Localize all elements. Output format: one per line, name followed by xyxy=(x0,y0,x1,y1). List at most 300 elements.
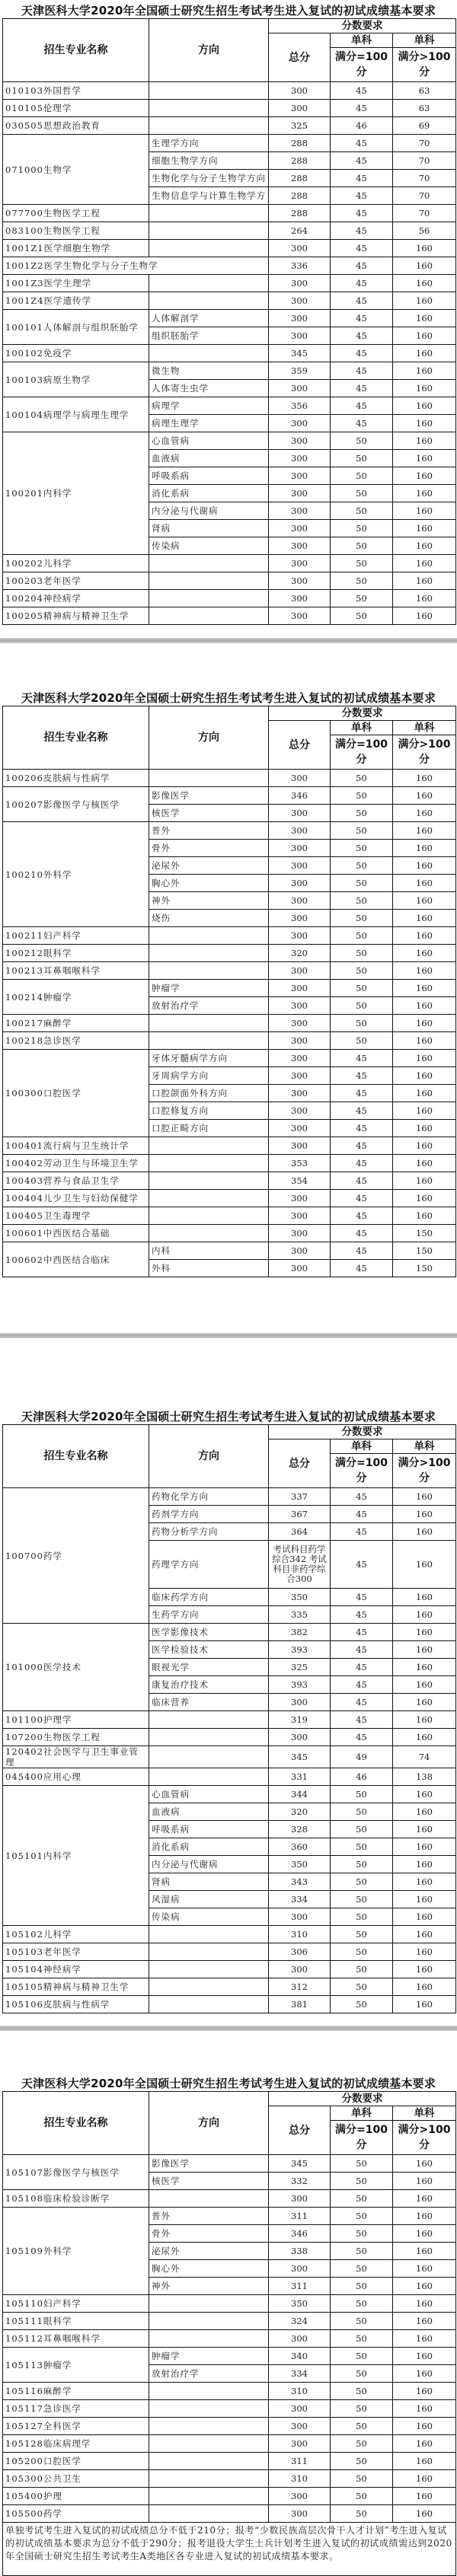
table-row xyxy=(3,2208,456,2225)
major-name-cell: 100202儿科学 xyxy=(3,555,149,572)
total-score-cell: 300 xyxy=(269,875,331,892)
direction-cell: 生物化学与分子生物学方向 xyxy=(149,170,269,187)
direction-cell: 牙周病学方向 xyxy=(149,1067,269,1085)
single-subject-gt100-cell: 70 xyxy=(393,170,456,187)
single-subject-gt100-cell: 160 xyxy=(393,1926,456,1943)
single-subject-100-cell: 50 xyxy=(331,2435,393,2453)
total-score-cell: 300 xyxy=(269,1190,331,1207)
direction-cell: 药物分析学方向 xyxy=(149,1523,269,1541)
single-subject-gt100-cell: 160 xyxy=(393,1676,456,1694)
score-table xyxy=(2,1424,456,2013)
table-section xyxy=(0,690,457,1277)
total-score-cell: 360 xyxy=(269,1838,331,1856)
single-subject-gt100-cell: 70 xyxy=(393,205,456,222)
single-subject-100-cell: 50 xyxy=(331,892,393,910)
single-subject-gt100-cell: 160 xyxy=(393,362,456,380)
direction-cell xyxy=(149,205,269,222)
total-score-cell: 300 xyxy=(269,1961,331,1978)
direction-cell: 骨外 xyxy=(149,840,269,857)
major-name-cell: 100204神经病学 xyxy=(3,590,149,607)
table-row xyxy=(3,590,456,607)
major-name-cell: 077700生物医学工程 xyxy=(3,205,149,222)
single-subject-100-cell: 50 xyxy=(331,1908,393,1926)
single-subject-gt100-cell: 160 xyxy=(393,1606,456,1624)
total-score-cell: 300 xyxy=(269,927,331,945)
direction-cell xyxy=(149,1996,269,2013)
single-subject-100-cell: 45 xyxy=(331,1120,393,1137)
major-name-cell: 100700药学 xyxy=(3,1488,149,1624)
table-row xyxy=(3,240,456,257)
major-name-cell: 100212眼科学 xyxy=(3,945,149,962)
single-subject-100-cell: 45 xyxy=(331,1207,393,1225)
single-subject-gt100-cell: 160 xyxy=(393,1943,456,1961)
table-row xyxy=(3,1032,456,1050)
single-subject-100-cell: 45 xyxy=(331,1488,393,1506)
single-subject-gt100-cell: 160 xyxy=(393,1961,456,1978)
total-score-cell: 300 xyxy=(269,1032,331,1050)
single-subject-gt100-cell: 69 xyxy=(393,117,456,135)
page-separator xyxy=(0,1333,457,1338)
page-title: 天津医科大学2020年全国硕士研究生招生考试考生进入复试的初试成绩基本要求 xyxy=(21,1410,436,1423)
single-subject-gt100-cell: 160 xyxy=(393,590,456,607)
single-subject-gt100-cell: 160 xyxy=(393,397,456,415)
single-subject-100-cell: 45 xyxy=(331,1694,393,1711)
table-row xyxy=(3,1050,456,1067)
direction-cell: 医学检验技术 xyxy=(149,1641,269,1659)
table-row xyxy=(3,222,456,240)
header-single-1: 单科 xyxy=(331,721,393,735)
table-row xyxy=(3,1746,456,1768)
single-subject-gt100-cell: 160 xyxy=(393,770,456,787)
total-score-cell: 300 xyxy=(269,770,331,787)
major-name-cell: 105200口腔医学 xyxy=(3,2453,149,2470)
footnote-text: 单独考试考生进入复试的初试成绩总分不低于210分；报考“少数民族高层次骨干人才计划”考生进入复试的初试成绩基本要求为总分不低于290分；报考退役大学生士兵计划考生进入复试的初试成绩需达到2020年全国硕士研究生招生考试考生A类地区各专业进入复试的初试成绩基本要求。 xyxy=(3,2523,456,2576)
single-subject-100-cell: 50 xyxy=(331,572,393,590)
single-subject-gt100-cell: 160 xyxy=(393,1838,456,1856)
table-row xyxy=(3,2488,456,2505)
major-name-cell: 100104病理学与病理生理学 xyxy=(3,397,149,432)
single-subject-gt100-cell: 56 xyxy=(393,222,456,240)
major-name-cell: 100214肿瘤学 xyxy=(3,980,149,1015)
single-subject-100-cell: 45 xyxy=(331,1190,393,1207)
single-subject-100-cell: 50 xyxy=(331,485,393,502)
direction-cell: 核医学 xyxy=(149,2173,269,2190)
table-row xyxy=(3,362,456,380)
total-score-cell: 354 xyxy=(269,1172,331,1190)
single-subject-gt100-cell: 160 xyxy=(393,1908,456,1926)
header-single-2: 单科 xyxy=(393,33,456,48)
total-score-cell: 331 xyxy=(269,1768,331,1786)
direction-cell xyxy=(149,240,269,257)
total-score-cell: 364 xyxy=(269,1523,331,1541)
single-subject-gt100-cell: 160 xyxy=(393,997,456,1015)
single-subject-gt100-cell: 160 xyxy=(393,1821,456,1838)
single-subject-gt100-cell: 160 xyxy=(393,1786,456,1803)
header-full-gt-100: 满分>100分 xyxy=(393,1454,456,1488)
single-subject-gt100-cell: 150 xyxy=(393,1242,456,1260)
major-name-cell: 105104神经病学 xyxy=(3,1961,149,1978)
single-subject-gt100-cell: 160 xyxy=(393,2243,456,2260)
table-row xyxy=(3,2190,456,2208)
single-subject-gt100-cell: 160 xyxy=(393,2313,456,2330)
total-score-cell: 324 xyxy=(269,2313,331,2330)
single-subject-100-cell: 50 xyxy=(331,1961,393,1978)
single-subject-100-cell: 46 xyxy=(331,117,393,135)
direction-cell: 风湿病 xyxy=(149,1891,269,1908)
header-total: 总分 xyxy=(269,721,331,770)
direction-cell: 心血管病 xyxy=(149,432,269,450)
total-score-cell: 300 xyxy=(269,555,331,572)
direction-cell: 影像医学 xyxy=(149,2155,269,2173)
direction-cell xyxy=(149,1032,269,1050)
direction-cell xyxy=(149,1190,269,1207)
direction-cell: 生物信息学与计算生物学方 xyxy=(149,187,269,205)
single-subject-100-cell: 50 xyxy=(331,2453,393,2470)
direction-cell: 肿瘤学 xyxy=(149,980,269,997)
total-score-cell: 343 xyxy=(269,1873,331,1891)
major-name-cell: 100206皮肤病与性病学 xyxy=(3,770,149,787)
direction-cell: 康复治疗技术 xyxy=(149,1676,269,1694)
total-score-cell: 350 xyxy=(269,1589,331,1606)
header-total: 总分 xyxy=(269,1439,331,1488)
direction-cell: 药理学方向 xyxy=(149,1541,269,1589)
total-score-cell: 359 xyxy=(269,362,331,380)
single-subject-100-cell: 45 xyxy=(331,240,393,257)
single-subject-100-cell: 49 xyxy=(331,1746,393,1768)
direction-cell xyxy=(149,222,269,240)
footnote-row xyxy=(3,2523,456,2576)
single-subject-gt100-cell: 63 xyxy=(393,82,456,100)
direction-cell xyxy=(149,1729,269,1746)
single-subject-100-cell: 50 xyxy=(331,2470,393,2488)
single-subject-100-cell: 50 xyxy=(331,1873,393,1891)
single-subject-gt100-cell: 160 xyxy=(393,2173,456,2190)
single-subject-gt100-cell: 160 xyxy=(393,910,456,927)
single-subject-gt100-cell: 160 xyxy=(393,2505,456,2523)
single-subject-100-cell: 45 xyxy=(331,1050,393,1067)
direction-cell xyxy=(149,590,269,607)
major-name-cell: 100210外科学 xyxy=(3,822,149,927)
single-subject-100-cell: 50 xyxy=(331,520,393,537)
header-total: 总分 xyxy=(269,33,331,82)
direction-cell: 消化系病 xyxy=(149,485,269,502)
total-score-cell: 311 xyxy=(269,2278,331,2295)
header-direction: 方向 xyxy=(149,2092,269,2155)
single-subject-gt100-cell: 160 xyxy=(393,1050,456,1067)
direction-cell: 胸心外 xyxy=(149,875,269,892)
table-row xyxy=(3,945,456,962)
total-score-cell: 288 xyxy=(269,187,331,205)
score-table xyxy=(2,2091,456,2576)
direction-cell: 病理学 xyxy=(149,397,269,415)
header-full-eq-100: 满分=100分 xyxy=(331,2121,393,2155)
table-row xyxy=(3,980,456,997)
total-score-cell: 300 xyxy=(269,292,331,310)
major-name-cell: 105127全科医学 xyxy=(3,2418,149,2435)
table-row xyxy=(3,345,456,362)
single-subject-100-cell: 45 xyxy=(331,1506,393,1523)
single-subject-100-cell: 50 xyxy=(331,997,393,1015)
direction-cell: 心血管病 xyxy=(149,1786,269,1803)
single-subject-gt100-cell: 160 xyxy=(393,520,456,537)
major-name-cell: 1001Z1医学细胞生物学 xyxy=(3,240,149,257)
total-score-cell: 300 xyxy=(269,2505,331,2523)
total-score-cell: 300 xyxy=(269,310,331,327)
single-subject-gt100-cell: 160 xyxy=(393,257,456,275)
total-score-cell: 300 xyxy=(269,432,331,450)
single-subject-100-cell: 45 xyxy=(331,1085,393,1102)
direction-cell xyxy=(149,117,269,135)
single-subject-100-cell: 45 xyxy=(331,1225,393,1242)
single-subject-100-cell: 50 xyxy=(331,2260,393,2278)
major-name-cell: 100404儿少卫生与妇幼保健学 xyxy=(3,1190,149,1207)
single-subject-100-cell: 45 xyxy=(331,82,393,100)
direction-cell: 消化系病 xyxy=(149,1838,269,1856)
direction-cell: 胸心外 xyxy=(149,2260,269,2278)
total-score-cell: 300 xyxy=(269,275,331,292)
table-row xyxy=(3,205,456,222)
direction-cell: 普外 xyxy=(149,822,269,840)
total-score-cell: 300 xyxy=(269,1137,331,1155)
single-subject-100-cell: 50 xyxy=(331,1996,393,2013)
single-subject-100-cell: 45 xyxy=(331,1155,393,1172)
single-subject-gt100-cell: 160 xyxy=(393,572,456,590)
single-subject-gt100-cell: 160 xyxy=(393,1856,456,1873)
total-score-cell: 300 xyxy=(269,1908,331,1926)
single-subject-gt100-cell: 160 xyxy=(393,2155,456,2173)
table-row xyxy=(3,607,456,625)
header-major: 招生专业名称 xyxy=(3,2092,149,2155)
header-single-1: 单科 xyxy=(331,2106,393,2121)
single-subject-100-cell: 45 xyxy=(331,1260,393,1277)
major-name-cell: 105116麻醉学 xyxy=(3,2383,149,2400)
single-subject-100-cell: 45 xyxy=(331,1711,393,1729)
single-subject-gt100-cell: 160 xyxy=(393,2295,456,2313)
table-row xyxy=(3,135,456,152)
single-subject-100-cell: 50 xyxy=(331,875,393,892)
direction-cell: 泌尿外 xyxy=(149,857,269,875)
single-subject-100-cell: 45 xyxy=(331,397,393,415)
single-subject-100-cell: 45 xyxy=(331,275,393,292)
single-subject-100-cell: 50 xyxy=(331,1926,393,1943)
single-subject-100-cell: 50 xyxy=(331,2225,393,2243)
header-full-eq-100: 满分=100分 xyxy=(331,1454,393,1488)
table-row xyxy=(3,275,456,292)
single-subject-100-cell: 50 xyxy=(331,1856,393,1873)
direction-cell xyxy=(149,2453,269,2470)
single-subject-gt100-cell: 160 xyxy=(393,927,456,945)
total-score-cell: 300 xyxy=(269,380,331,397)
table-row xyxy=(3,1225,456,1242)
total-score-cell: 300 xyxy=(269,502,331,520)
direction-cell: 肾病 xyxy=(149,1873,269,1891)
header-total: 总分 xyxy=(269,2106,331,2155)
single-subject-100-cell: 45 xyxy=(331,1541,393,1589)
direction-cell: 医学影像技术 xyxy=(149,1624,269,1641)
score-table xyxy=(2,706,456,1277)
direction-cell: 核医学 xyxy=(149,805,269,822)
single-subject-100-cell: 50 xyxy=(331,467,393,485)
single-subject-100-cell: 50 xyxy=(331,2505,393,2523)
direction-cell: 传染病 xyxy=(149,537,269,555)
header-major: 招生专业名称 xyxy=(3,1425,149,1488)
direction-cell: 普外 xyxy=(149,2208,269,2225)
total-score-cell: 300 xyxy=(269,415,331,432)
total-score-cell: 300 xyxy=(269,840,331,857)
single-subject-gt100-cell: 160 xyxy=(393,2260,456,2278)
single-subject-100-cell: 50 xyxy=(331,2243,393,2260)
total-score-cell: 考试科目药学综合342 考试科目非药学综合300 xyxy=(269,1541,331,1589)
direction-cell: 细胞生物学方向 xyxy=(149,152,269,170)
single-subject-100-cell: 45 xyxy=(331,292,393,310)
header-score-requirement: 分数要求 xyxy=(269,2092,456,2106)
major-name-cell: 100402劳动卫生与环境卫生学 xyxy=(3,1155,149,1172)
table-row xyxy=(3,1172,456,1190)
header-major: 招生专业名称 xyxy=(3,19,149,82)
direction-cell xyxy=(149,1961,269,1978)
single-subject-100-cell: 46 xyxy=(331,1768,393,1786)
single-subject-100-cell: 50 xyxy=(331,840,393,857)
major-name-cell: 100101人体解剖与组织胚胎学 xyxy=(3,310,149,345)
table-row xyxy=(3,117,456,135)
single-subject-100-cell: 50 xyxy=(331,2418,393,2435)
major-name-cell: 1001Z2医学生物化学与分子生物学 xyxy=(3,257,269,275)
direction-cell xyxy=(149,1137,269,1155)
table-row xyxy=(3,1729,456,1746)
single-subject-100-cell: 45 xyxy=(331,362,393,380)
single-subject-gt100-cell: 160 xyxy=(393,1711,456,1729)
single-subject-gt100-cell: 160 xyxy=(393,892,456,910)
table-row xyxy=(3,1015,456,1032)
single-subject-100-cell: 50 xyxy=(331,1821,393,1838)
single-subject-100-cell: 45 xyxy=(331,1606,393,1624)
total-score-cell: 300 xyxy=(269,327,331,345)
single-subject-gt100-cell: 160 xyxy=(393,1996,456,2013)
single-subject-gt100-cell: 160 xyxy=(393,945,456,962)
single-subject-gt100-cell: 160 xyxy=(393,415,456,432)
single-subject-gt100-cell: 160 xyxy=(393,2365,456,2383)
major-name-cell: 105300公共卫生 xyxy=(3,2470,149,2488)
major-name-cell: 100217麻醉学 xyxy=(3,1015,149,1032)
table-section xyxy=(0,2076,457,2576)
total-score-cell: 320 xyxy=(269,1803,331,1821)
single-subject-gt100-cell: 160 xyxy=(393,555,456,572)
direction-cell: 组织胚胎学 xyxy=(149,327,269,345)
single-subject-100-cell: 45 xyxy=(331,380,393,397)
direction-cell xyxy=(149,2313,269,2330)
single-subject-100-cell: 50 xyxy=(331,2278,393,2295)
total-score-cell: 338 xyxy=(269,2243,331,2260)
single-subject-gt100-cell: 160 xyxy=(393,2208,456,2225)
major-name-cell: 105105精神病与精神卫生学 xyxy=(3,1978,149,1996)
total-score-cell: 300 xyxy=(269,240,331,257)
single-subject-100-cell: 50 xyxy=(331,945,393,962)
total-score-cell: 300 xyxy=(269,467,331,485)
single-subject-gt100-cell: 160 xyxy=(393,327,456,345)
total-score-cell: 300 xyxy=(269,1242,331,1260)
table-row xyxy=(3,1155,456,1172)
direction-cell: 传染病 xyxy=(149,1908,269,1926)
total-score-cell: 288 xyxy=(269,152,331,170)
direction-cell: 烧伤 xyxy=(149,910,269,927)
total-score-cell: 346 xyxy=(269,2225,331,2243)
direction-cell xyxy=(149,2295,269,2313)
total-score-cell: 393 xyxy=(269,1676,331,1694)
single-subject-gt100-cell: 160 xyxy=(393,2400,456,2418)
direction-cell: 药剂学方向 xyxy=(149,1506,269,1523)
single-subject-gt100-cell: 160 xyxy=(393,1891,456,1908)
single-subject-100-cell: 50 xyxy=(331,1015,393,1032)
table-row xyxy=(3,555,456,572)
direction-cell xyxy=(149,1015,269,1032)
total-score-cell: 381 xyxy=(269,1996,331,2013)
direction-cell xyxy=(149,2470,269,2488)
single-subject-100-cell: 50 xyxy=(331,432,393,450)
single-subject-100-cell: 45 xyxy=(331,1242,393,1260)
single-subject-100-cell: 50 xyxy=(331,1032,393,1050)
table-row xyxy=(3,82,456,100)
single-subject-100-cell: 50 xyxy=(331,2208,393,2225)
major-name-cell: 105106皮肤病与性病学 xyxy=(3,1996,149,2013)
single-subject-gt100-cell: 160 xyxy=(393,1067,456,1085)
total-score-cell: 300 xyxy=(269,100,331,117)
single-subject-gt100-cell: 160 xyxy=(393,380,456,397)
major-name-cell: 100103病原生物学 xyxy=(3,362,149,397)
total-score-cell: 300 xyxy=(269,2488,331,2505)
total-score-cell: 334 xyxy=(269,1891,331,1908)
total-score-cell: 382 xyxy=(269,1624,331,1641)
direction-cell xyxy=(149,2488,269,2505)
single-subject-gt100-cell: 160 xyxy=(393,1694,456,1711)
single-subject-gt100-cell: 160 xyxy=(393,2330,456,2348)
table-row xyxy=(3,397,456,415)
single-subject-gt100-cell: 160 xyxy=(393,1120,456,1137)
header-single-1: 单科 xyxy=(331,33,393,48)
table-row xyxy=(3,2313,456,2330)
direction-cell xyxy=(149,1207,269,1225)
single-subject-gt100-cell: 160 xyxy=(393,240,456,257)
table-row xyxy=(3,1926,456,1943)
single-subject-100-cell: 45 xyxy=(331,1137,393,1155)
single-subject-gt100-cell: 160 xyxy=(393,1190,456,1207)
single-subject-100-cell: 50 xyxy=(331,1838,393,1856)
major-name-cell: 100211妇产科学 xyxy=(3,927,149,945)
direction-cell: 神外 xyxy=(149,2278,269,2295)
direction-cell: 肿瘤学 xyxy=(149,2348,269,2365)
total-score-cell: 300 xyxy=(269,1085,331,1102)
single-subject-100-cell: 50 xyxy=(331,980,393,997)
major-name-cell: 100203老年医学 xyxy=(3,572,149,590)
single-subject-gt100-cell: 160 xyxy=(393,485,456,502)
direction-cell xyxy=(149,100,269,117)
major-name-cell: 100405卫生毒理学 xyxy=(3,1207,149,1225)
single-subject-100-cell: 45 xyxy=(331,1172,393,1190)
header-single-2: 单科 xyxy=(393,721,456,735)
single-subject-gt100-cell: 63 xyxy=(393,100,456,117)
single-subject-100-cell: 45 xyxy=(331,1102,393,1120)
total-score-cell: 300 xyxy=(269,962,331,980)
direction-cell: 呼吸系病 xyxy=(149,467,269,485)
single-subject-gt100-cell: 160 xyxy=(393,980,456,997)
single-subject-gt100-cell: 160 xyxy=(393,275,456,292)
table-row xyxy=(3,1961,456,1978)
header-full-eq-100: 满分=100分 xyxy=(331,48,393,82)
total-score-cell: 337 xyxy=(269,1488,331,1506)
direction-cell: 眼视光学 xyxy=(149,1659,269,1676)
direction-cell: 内分泌与代谢病 xyxy=(149,502,269,520)
total-score-cell: 350 xyxy=(269,2295,331,2313)
single-subject-gt100-cell: 150 xyxy=(393,1260,456,1277)
